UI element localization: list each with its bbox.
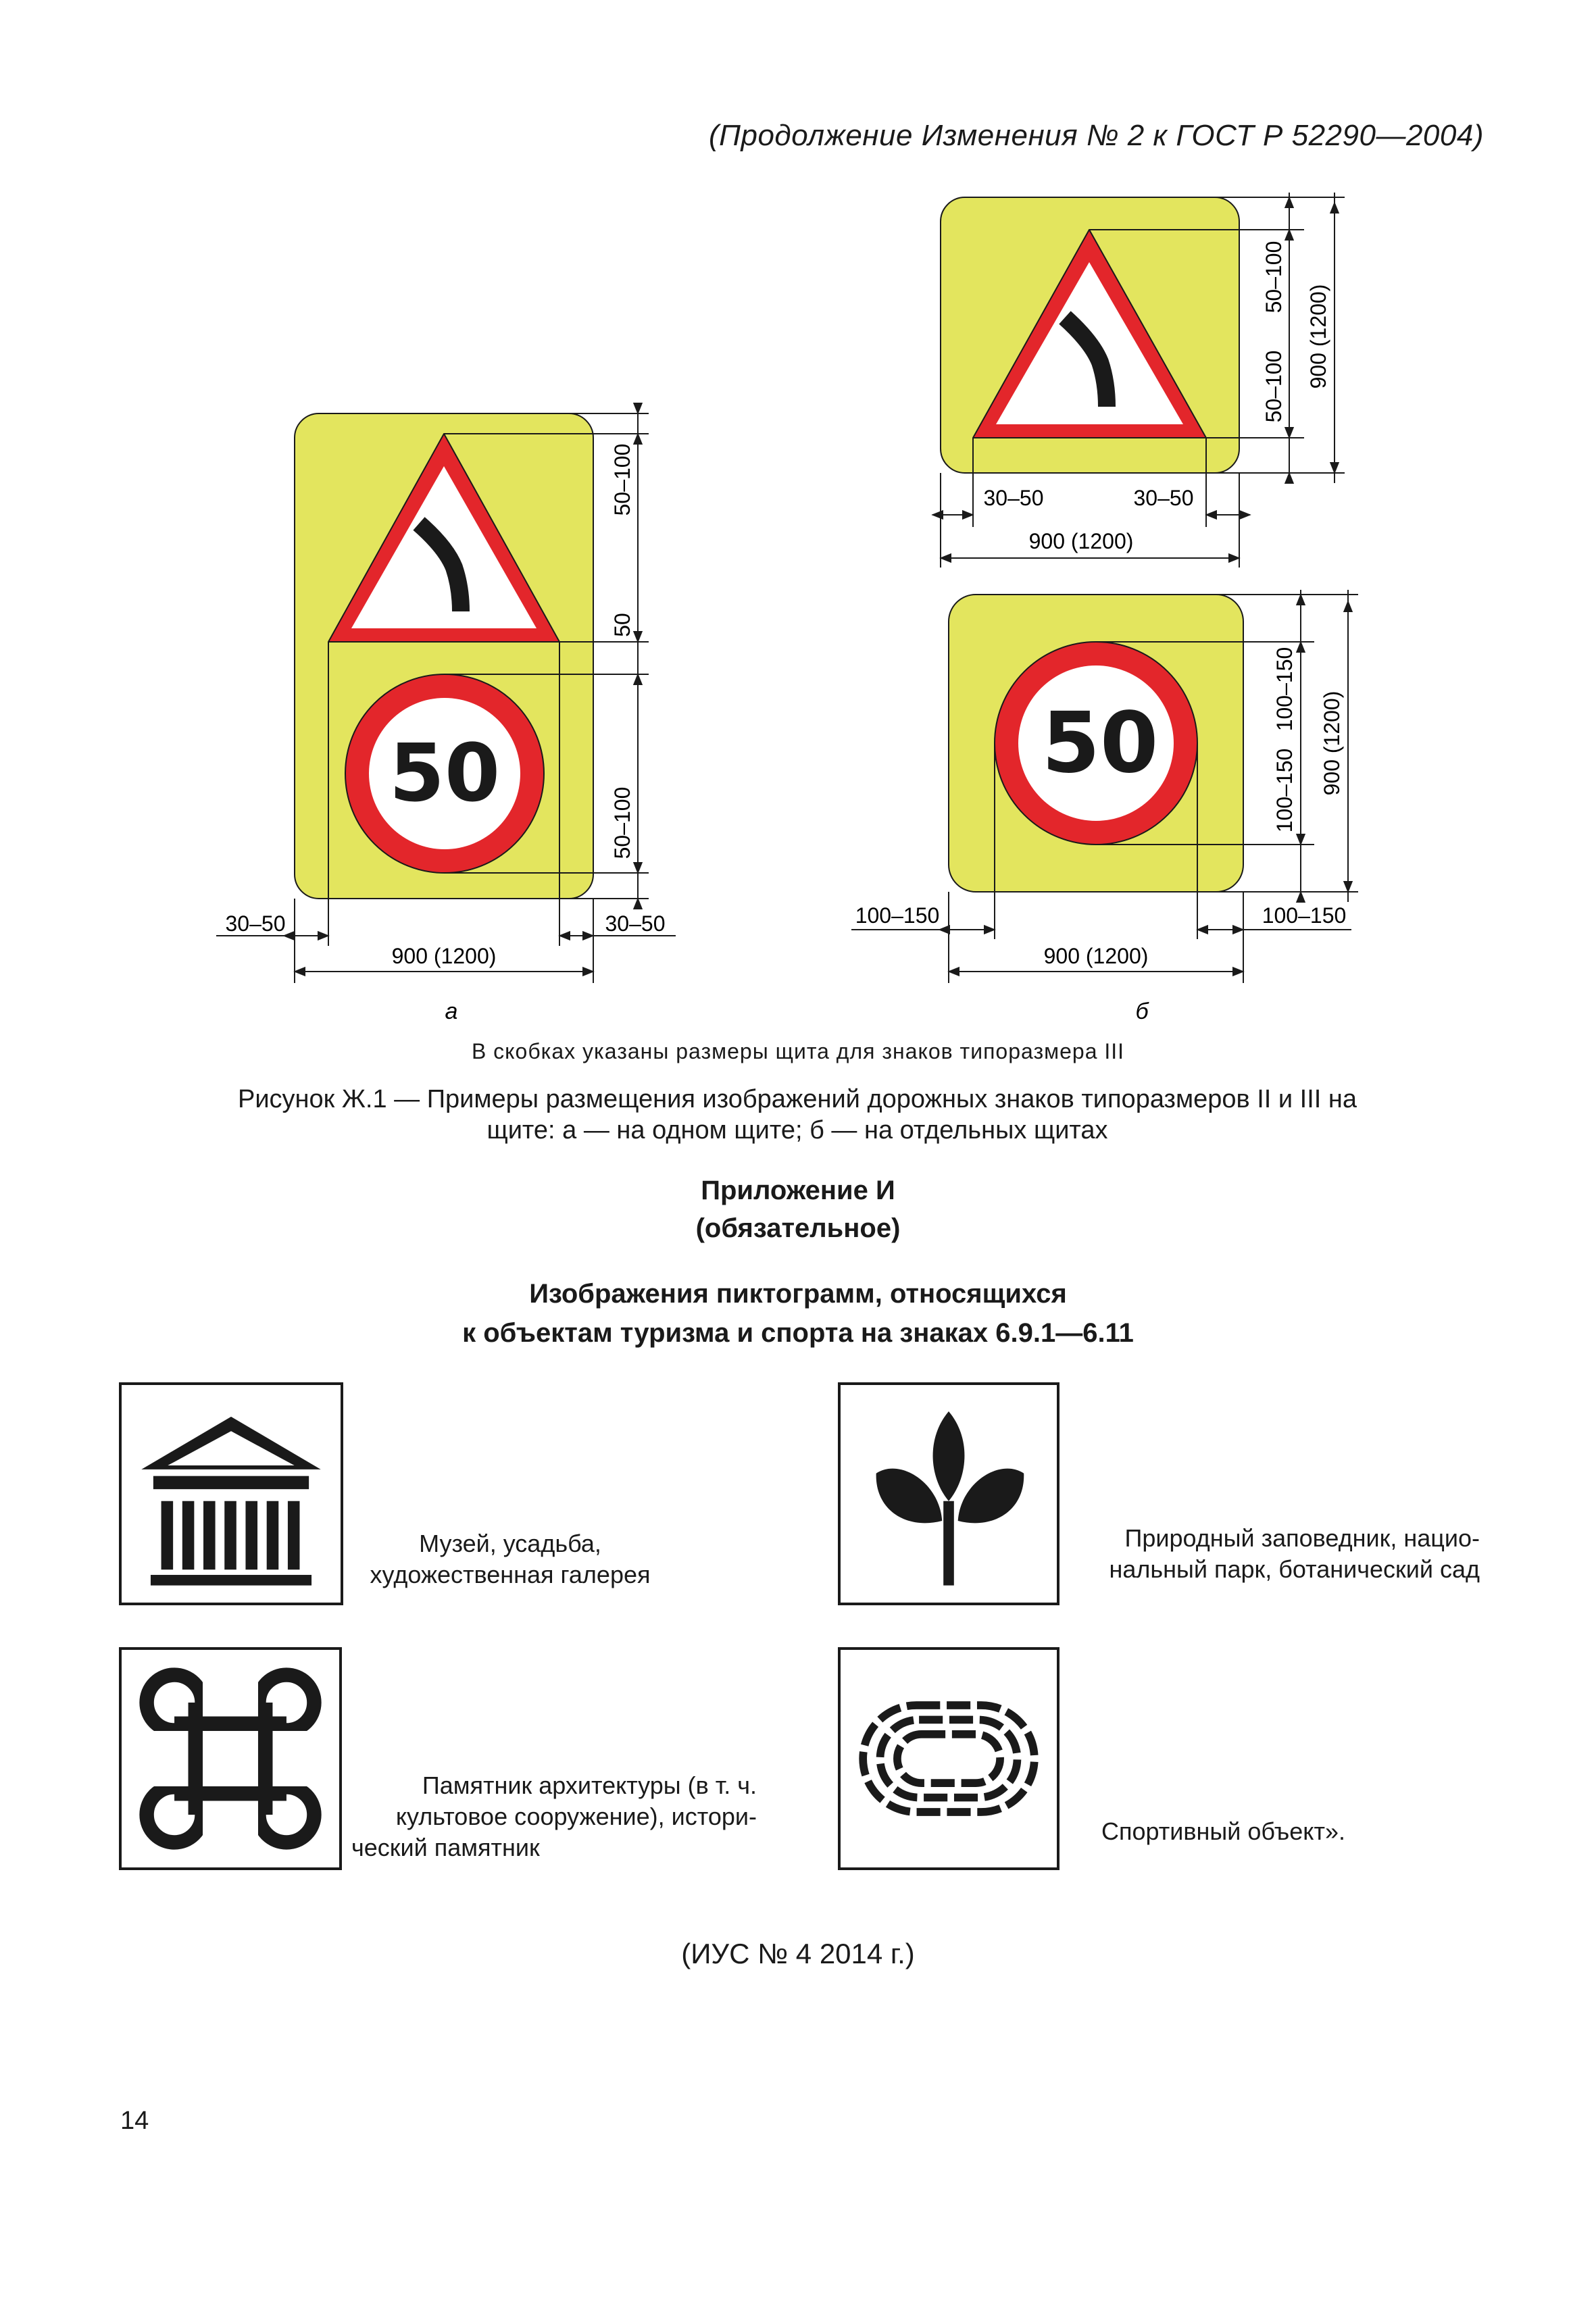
figure-zh1 <box>0 0 1596 1040</box>
sign-b-triangle-left-margin-label: 30–50 <box>983 486 1044 510</box>
page-number: 14 <box>120 2107 149 2135</box>
sign-b-triangle-right-margin-label: 30–50 <box>1133 486 1194 510</box>
sign-b-circle-width-label: 900 (1200) <box>1043 944 1149 968</box>
sign-b-circle-top-gap-label: 100–150 <box>1272 647 1297 732</box>
sign-b-triangle-height-label: 900 (1200) <box>1306 284 1330 389</box>
sign-a-group <box>216 403 676 1024</box>
nature-reserve-icon <box>838 1382 1059 1605</box>
sign-a-right-margin-label: 30–50 <box>605 911 666 936</box>
section-title <box>0 1274 1596 1353</box>
sports-facility-label: Спортивный объект». <box>1101 1817 1345 1845</box>
architecture-monument-label: Памятник архитектуры (в т. ч. культовое сооружение), истори- ческий памятник <box>351 1771 757 1861</box>
sign-b-letter: б <box>1135 999 1149 1024</box>
figure-caption-line2: щите: а — на одном щите; б — на отдельных щитах <box>487 1116 1108 1145</box>
sign-b-triangle-top-gap-label: 50–100 <box>1262 241 1286 313</box>
sign-b-speed-value: 50 <box>1041 695 1159 792</box>
museum-label: Музей, усадьба, художественная галерея <box>370 1530 651 1588</box>
sign-b-triangle-bottom-gap-label: 50–100 <box>1262 350 1286 423</box>
sign-b-triangle-width-label: 900 (1200) <box>1028 529 1134 553</box>
sign-a-letter: а <box>445 999 458 1024</box>
figure-caption-line1: Рисунок Ж.1 — Примеры размещения изображений дорожных знаков типоразмеров II и III на <box>237 1085 1357 1113</box>
figure-note: В скобках указаны размеры щита для знаков типоразмера III <box>471 1039 1125 1063</box>
section-title-line1: Изображения пиктограмм, относящихся <box>529 1279 1067 1309</box>
figure-caption <box>203 1084 1392 1146</box>
sign-b-circle-bottom-gap-label: 100–150 <box>1272 748 1297 833</box>
sign-a-left-margin-label: 30–50 <box>225 911 286 936</box>
sign-a-top-gap-label: 50–100 <box>610 443 634 516</box>
amendment-source: (ИУС № 4 2014 г.) <box>681 1938 915 1969</box>
architecture-monument-icon <box>119 1647 342 1870</box>
sign-a-width-label: 900 (1200) <box>391 944 497 968</box>
section-title-line2: к объектам туризма и спорта на знаках 6.9.1—6.11 <box>462 1318 1134 1348</box>
sign-b-group <box>851 193 1358 1024</box>
sign-b-circle-left-margin-label: 100–150 <box>855 903 940 928</box>
nature-reserve-label: Природный заповедник, нацио- нальный парк, ботанический сад <box>1109 1524 1480 1583</box>
sign-b-circle-height-label: 900 (1200) <box>1320 690 1344 796</box>
sign-b-circle-right-margin-label: 100–150 <box>1262 903 1347 928</box>
museum-icon <box>119 1382 343 1605</box>
sign-a-bottom-gap-label: 50–100 <box>610 786 634 859</box>
appendix-subtitle: (обязательное) <box>695 1213 901 1243</box>
appendix-title: Приложение И <box>701 1176 895 1205</box>
sports-facility-icon <box>838 1647 1059 1870</box>
sign-a-speed-value: 50 <box>389 726 501 820</box>
sign-a-middle-gap-label: 50 <box>610 613 634 637</box>
continuation-header: (Продолжение Изменения № 2 к ГОСТ Р 52290—2004) <box>708 119 1484 152</box>
